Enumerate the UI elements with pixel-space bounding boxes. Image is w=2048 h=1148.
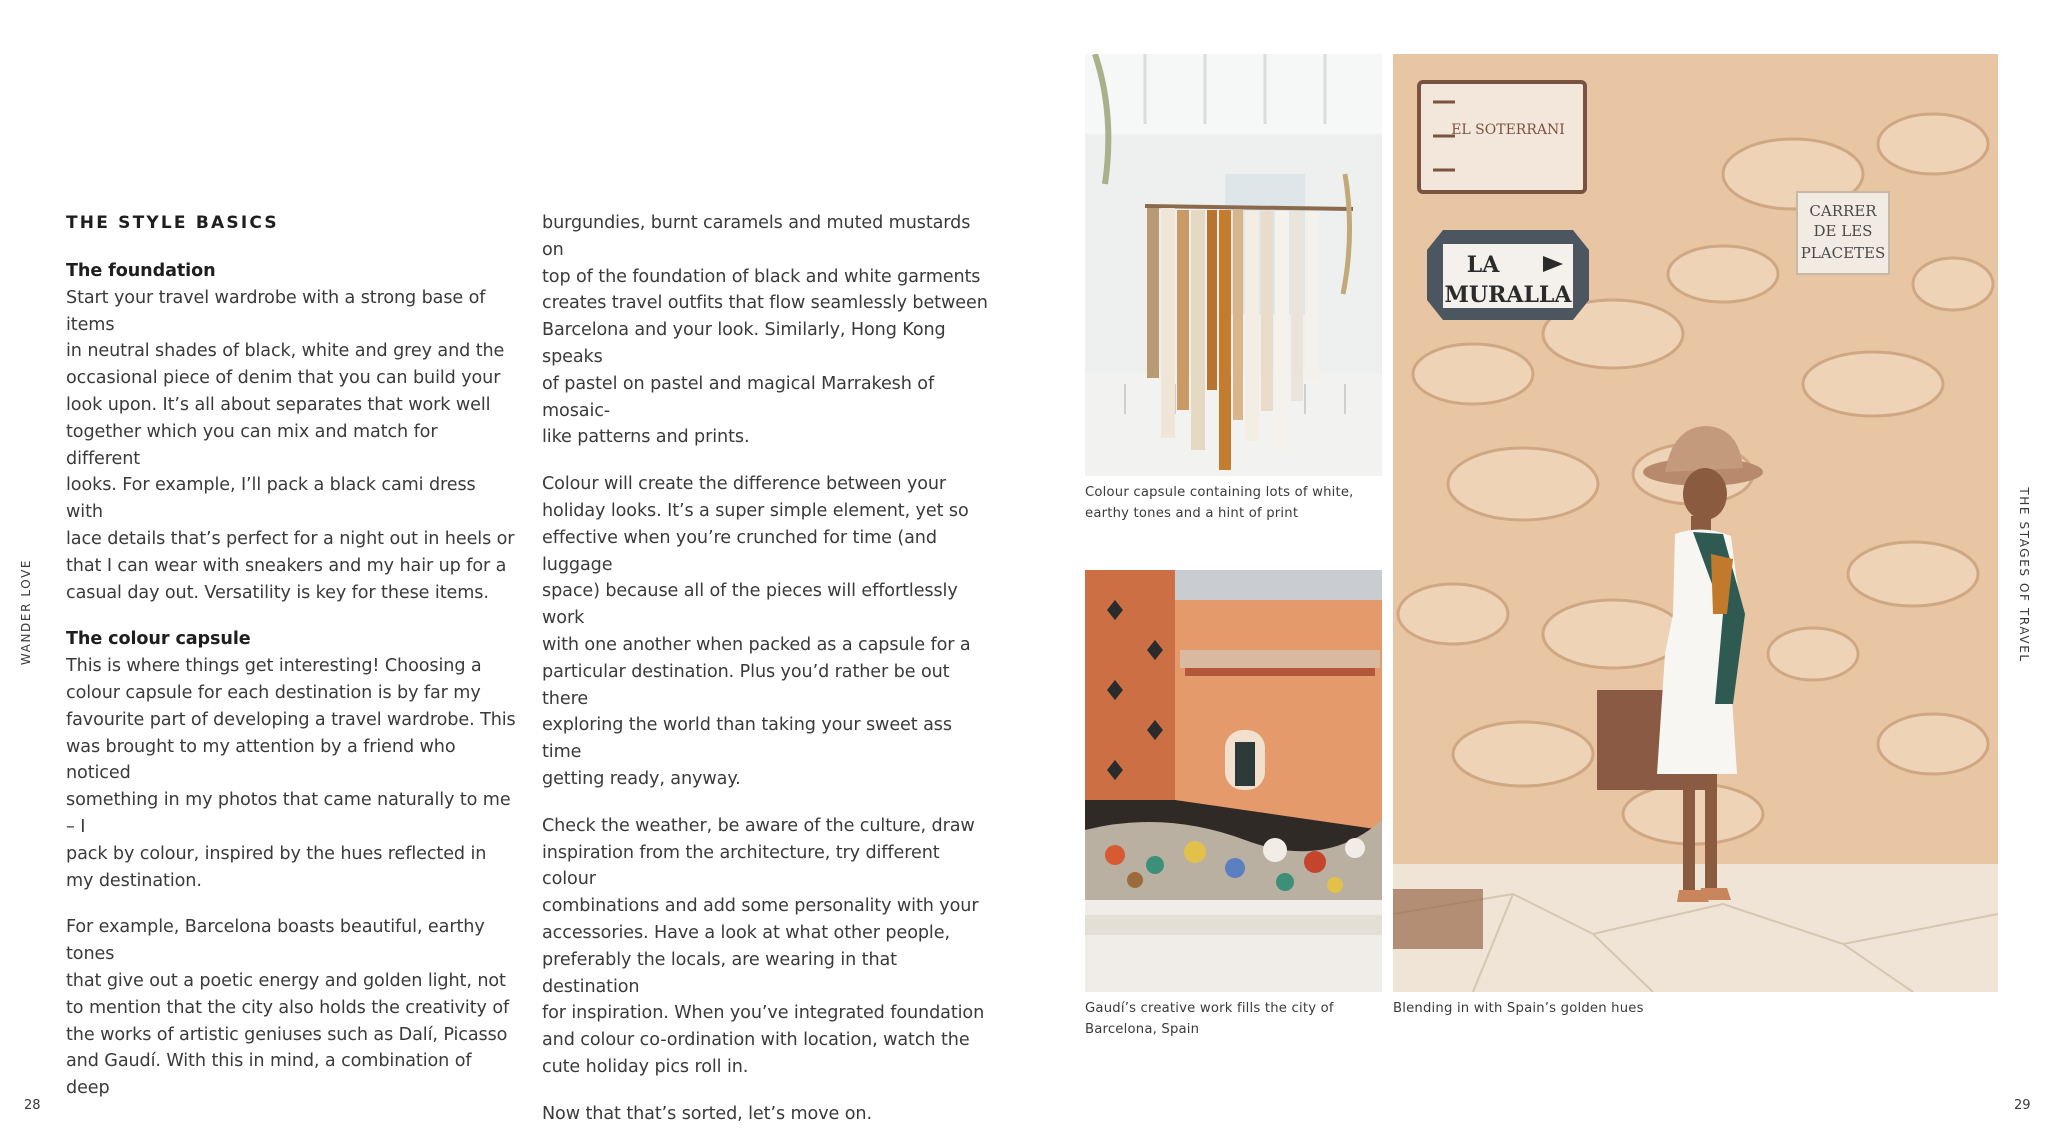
paragraph-col2-2: Colour will create the difference between your holiday looks. It’s a super simple element, yet so effective when you’re crunched for time (and luggage space) because all of the pieces will effortlessly work with one another when packed as a capsule for a particular destination. Plus you’d rather be out there exploring the world than taking your sweet ass time getting ready, anyway. <box>542 474 971 789</box>
subheading-foundation: The foundation <box>66 261 216 281</box>
sign-carrer: CARRER <box>1809 202 1877 220</box>
running-head-left: WANDER LOVE <box>19 558 33 666</box>
subheading-colour-capsule: The colour capsule <box>66 629 251 650</box>
sign-muralla: MURALLA <box>1444 282 1572 308</box>
sign-la: LA <box>1466 252 1500 278</box>
sign-soterrani: EL SOTERRANI <box>1451 122 1565 138</box>
caption-stone-wall: Blending in with Spain’s golden hues <box>1393 1001 1644 1016</box>
running-head-right: THE STAGES OF TRAVEL <box>2017 487 2031 663</box>
caption-clothing-rack: Colour capsule containing lots of white, earthy tones and a hint of print <box>1085 485 1354 521</box>
sign-placetes: PLACETES <box>1800 244 1886 262</box>
photo-stone-wall <box>1393 54 1998 992</box>
paragraph-foundation: Start your travel wardrobe with a strong base of items in neutral shades of black, white and grey and the occasional piece of denim that you can build your look upon. It’s all about separates that work well together which you can mix and match for different looks. For example, I’ll pack a black cami dress with lace details that’s perfect for a night out in heels or that I can wear with sneakers and my hair up for a casual day out. Versatility is key for these items. <box>66 287 515 603</box>
page-number-left: 28 <box>24 1098 41 1113</box>
paragraph-capsule-2: For example, Barcelona boasts beautiful, earthy tones that give out a poetic energy and golden light, not to mention that the city also holds the creativity of the works of artistic geniuses such as Dalí, Picasso and Gaudí. With this in mind, a combination of deep <box>66 917 510 1099</box>
text-column-1 <box>66 210 516 1122</box>
text-column-2 <box>542 210 992 1148</box>
section-heading: THE STYLE BASICS <box>66 213 279 233</box>
photo-gaudi-mosaic <box>1085 570 1382 992</box>
paragraph-col2-1: burgundies, burnt caramels and muted mustards on top of the foundation of black and white garments creates travel outfits that flow seamlessly between Barcelona and your look. Similarly, Hong Kong speaks of pastel on pastel and magical Marrakesh of mosaic- like patterns and prints. <box>542 213 988 448</box>
photo-clothing-rack <box>1085 54 1382 476</box>
paragraph-col2-4: Now that that’s sorted, let’s move on. <box>542 1103 872 1124</box>
paragraph-capsule-1: This is where things get interesting! Choosing a colour capsule for each destination is by far my favourite part of developing a travel wardrobe. This was brought to my attention by a friend who noticed something in my photos that came naturally to me – I pack by colour, inspired by the hues reflected in my destination. <box>66 656 516 891</box>
sign-de-les: DE LES <box>1813 222 1873 240</box>
paragraph-col2-3: Check the weather, be aware of the culture, draw inspiration from the architecture, try different colour combinations and add some personality with your accessories. Have a look at what other people, preferably the locals, are wearing in that destination for inspiration. When you’ve integrated foundation and colour co-ordination with location, watch the cute holiday pics roll in. <box>542 815 985 1077</box>
page-number-right: 29 <box>2014 1098 2031 1113</box>
caption-gaudi: Gaudí’s creative work fills the city of Barcelona, Spain <box>1085 1001 1334 1037</box>
